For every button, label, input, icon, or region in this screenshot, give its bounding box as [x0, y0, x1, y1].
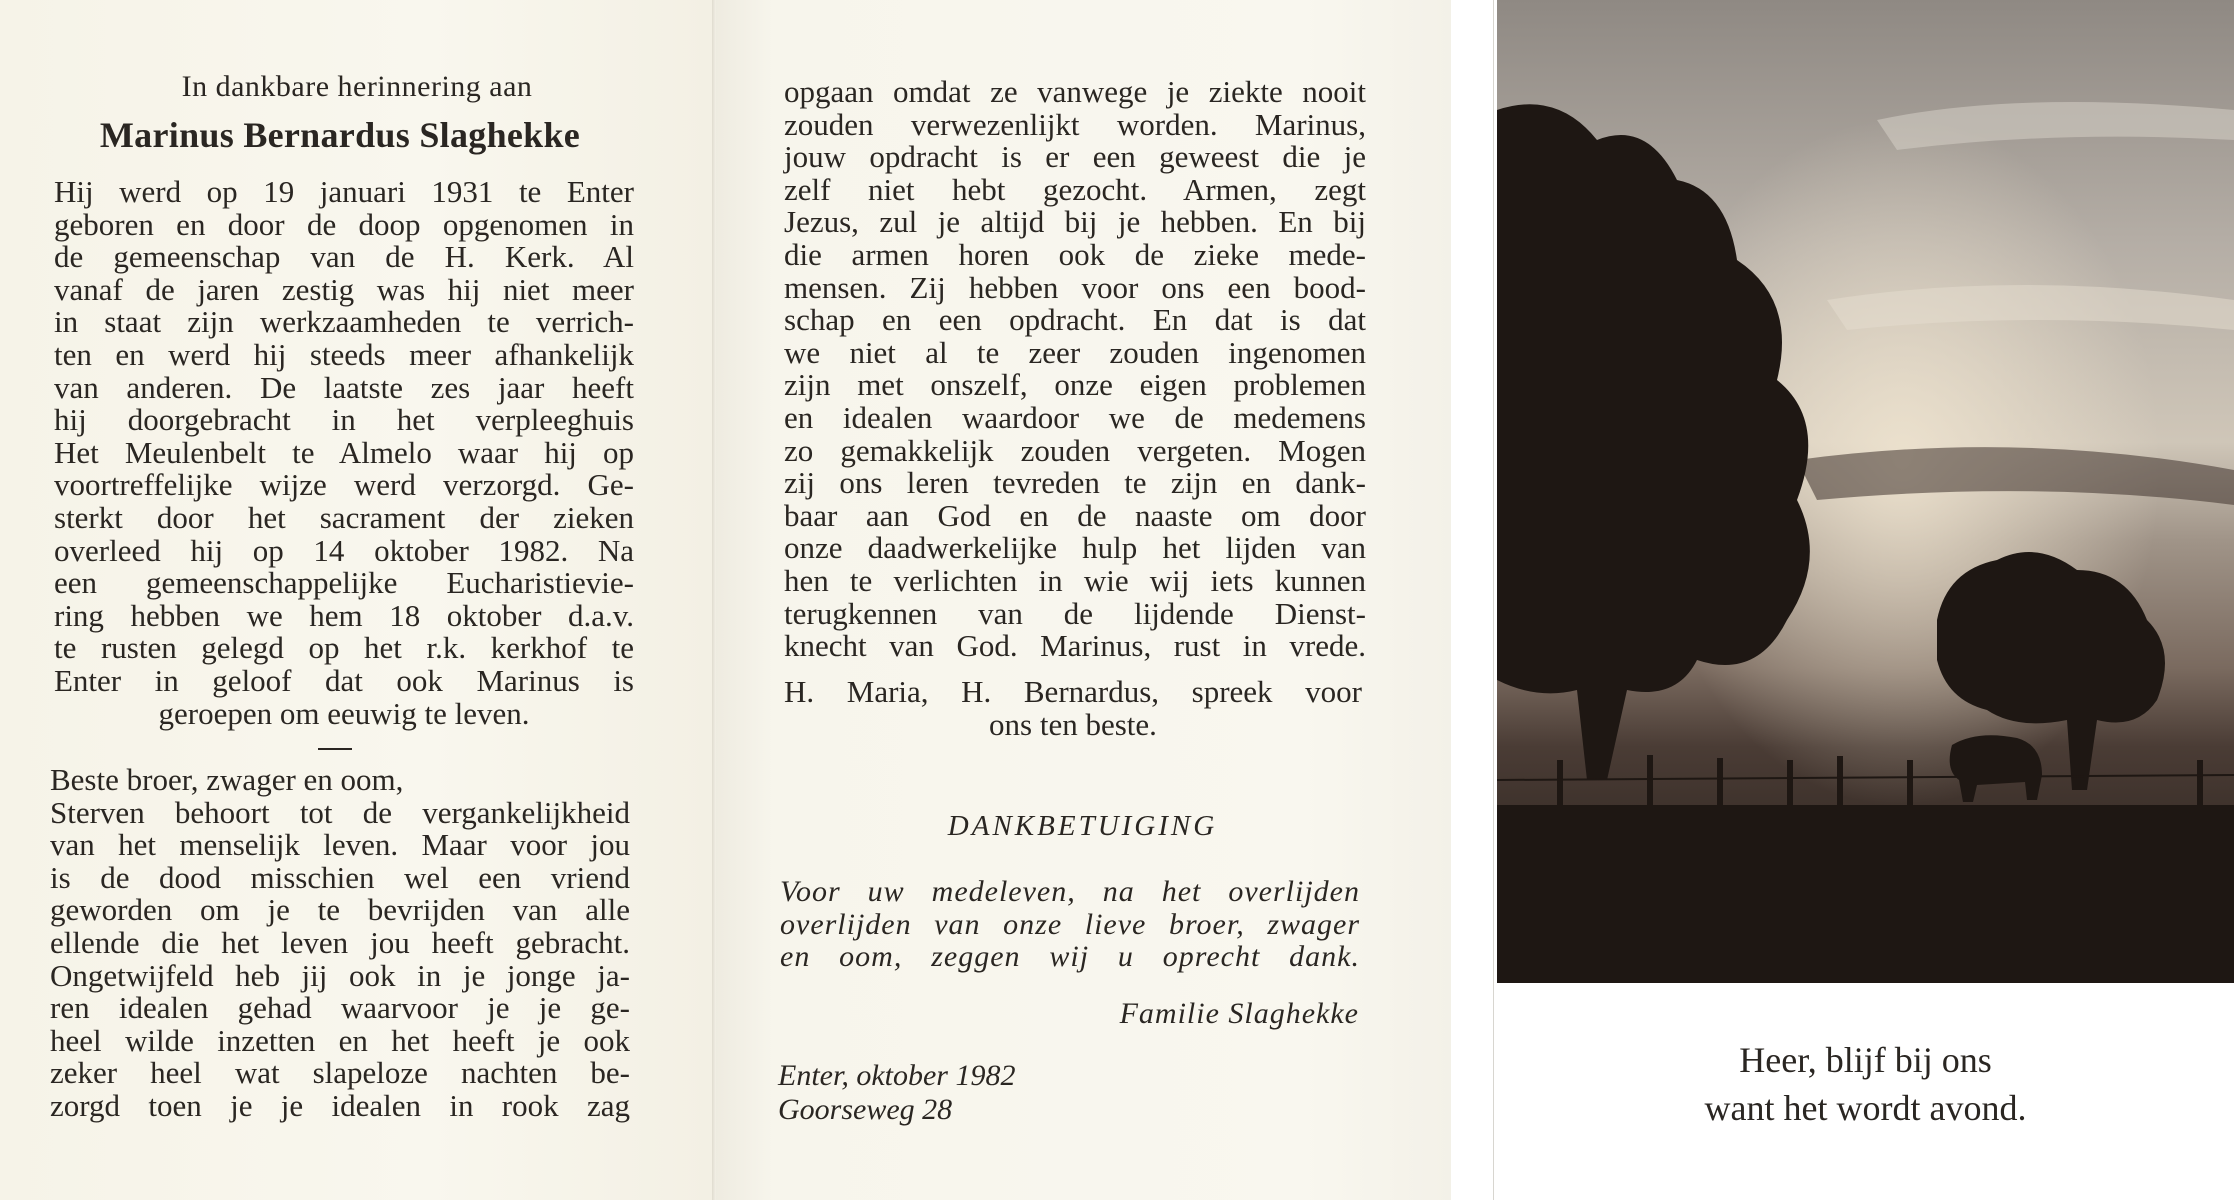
bio-line: voortreffelijke wijze werd verzorgd. Ge- — [54, 467, 634, 503]
letter-line: is de dood misschien wel een vriend — [50, 859, 630, 895]
letter-line: ren idealen gehad waarvoor je je ge- — [50, 990, 630, 1026]
bio-line: Hij werd op 19 januari 1931 te Enter — [54, 174, 634, 209]
sunset-landscape-image — [1497, 0, 2234, 983]
letter-line: geworden om je te bevrijden van alle — [50, 892, 630, 928]
continuation-line: die armen horen ook de zieke mede- — [784, 236, 1366, 272]
letter-line: zeker heel wat slapeloze nachten be- — [50, 1055, 630, 1091]
bio-line: overleed hij op 14 oktober 1982. Na — [54, 532, 634, 568]
continuation-line: baar aan God en de naaste om door — [784, 497, 1366, 533]
letter-line: ellende die het leven jou heeft gebracht. — [50, 924, 630, 960]
prayer-text — [784, 676, 1362, 741]
letter-line: zorgd toen je je idealen in rook zag — [50, 1087, 630, 1123]
divider — [318, 748, 352, 750]
motto-line: want het wordt avond. — [1704, 1088, 2027, 1128]
thanks-text — [780, 876, 1360, 974]
continuation-line: mensen. Zij hebben voor ons een bood- — [784, 269, 1366, 305]
letter-line: Ongetwijfeld heb jij ook in je jonge ja- — [50, 957, 630, 993]
place-date-block — [778, 1059, 1015, 1127]
prayer-last-line: ons ten beste. — [989, 706, 1157, 742]
place-date: Enter, oktober 1982 — [778, 1059, 1016, 1092]
continuation-line: zelf niet hebt gezocht. Armen, zegt — [784, 171, 1366, 207]
bio-line: ten en werd hij steeds meer afhankelijk — [54, 336, 634, 372]
continuation-line: terugkennen van de lijdende Dienst- — [784, 595, 1366, 631]
address: Goorseweg 28 — [778, 1093, 953, 1126]
bio-line: in staat zijn werkzaamheden te verrich- — [54, 304, 634, 340]
bio-line: vanaf de jaren zestig was hij niet meer — [54, 271, 634, 307]
continuation-line: opgaan omdat ze vanwege je ziekte nooit — [784, 74, 1366, 109]
continuation-line: Jezus, zul je altijd bij je hebben. En bij — [784, 204, 1366, 240]
bio-line: ring hebben we hem 18 oktober d.a.v. — [54, 597, 634, 633]
thanks-line: en oom, zeggen wij u oprecht dank. — [780, 940, 1360, 974]
continuation-line: onze daadwerkelijke hulp het lijden van — [784, 530, 1366, 566]
letter-salutation: Beste broer, zwager en oom, — [50, 762, 404, 797]
continuation-line: en idealen waardoor we de medemens — [784, 399, 1366, 435]
bio-line: Enter in geloof dat ook Marinus is — [54, 662, 634, 698]
continuation-line: zo gemakkelijk zouden vergeten. Mogen — [784, 432, 1366, 468]
bio-line: van anderen. De laatste zes jaar heeft — [54, 369, 634, 405]
continuation-line: zouden verwezenlijkt worden. Marinus, — [784, 106, 1366, 142]
letter-line: Sterven behoort tot de vergankelijkheid — [50, 794, 630, 830]
thanks-line: overlijden van onze lieve broer, zwager — [780, 907, 1360, 941]
continuation-line: zij ons leren tevreden te zijn en dank- — [784, 465, 1366, 501]
continuation-line: zijn met onszelf, onze eigen problemen — [784, 367, 1366, 403]
prayer-line: H. Maria, H. Bernardus, spreek voor — [784, 674, 1362, 709]
letter-line: heel wilde inzetten en het heeft je ook — [50, 1022, 630, 1058]
continuation-line: knecht van God. Marinus, rust in vrede. — [784, 628, 1366, 664]
bio-line: een gemeenschappelijke Eucharistievie- — [54, 565, 634, 601]
bio-line: Het Meulenbelt te Almelo waar hij op — [54, 434, 634, 470]
continuation-line: hen te verlichten in wie wij iets kunnen — [784, 562, 1366, 598]
thanks-heading: DANKBETUIGING — [947, 810, 1218, 842]
continuation-line: jouw opdracht is er een geweest die je — [784, 139, 1366, 175]
motto-line: Heer, blijf bij ons — [1739, 1040, 1992, 1080]
family-signature: Familie Slaghekke — [1119, 997, 1359, 1030]
thanks-line: Voor uw medeleven, na het overlijden — [780, 875, 1360, 908]
bio-line: hij doorgebracht in het verpleeghuis — [54, 402, 634, 438]
motto — [1497, 1036, 2234, 1132]
bio-line: te rusten gelegd op het r.k. kerkhof te — [54, 630, 634, 666]
bio-line: de gemeenschap van de H. Kerk. Al — [54, 239, 634, 275]
bio-line: geboren en door de doop opgenomen in — [54, 206, 634, 242]
fold-line — [712, 0, 716, 1200]
deceased-name: Marinus Bernardus Slaghekke — [99, 115, 581, 155]
bio-line: sterkt door het sacrament der zieken — [54, 499, 634, 535]
biography-text — [54, 176, 634, 730]
letter-text — [50, 764, 630, 1123]
bio-last-line: geroepen om eeuwig te leven. — [158, 695, 530, 731]
intro-text: In dankbare herinnering aan — [181, 70, 533, 103]
continuation-text — [784, 76, 1366, 663]
continuation-line: schap en een opdracht. En dat is dat — [784, 302, 1366, 338]
continuation-line: we niet al te zeer zouden ingenomen — [784, 334, 1366, 370]
letter-line: van het menselijk leven. Maar voor jou — [50, 827, 630, 863]
